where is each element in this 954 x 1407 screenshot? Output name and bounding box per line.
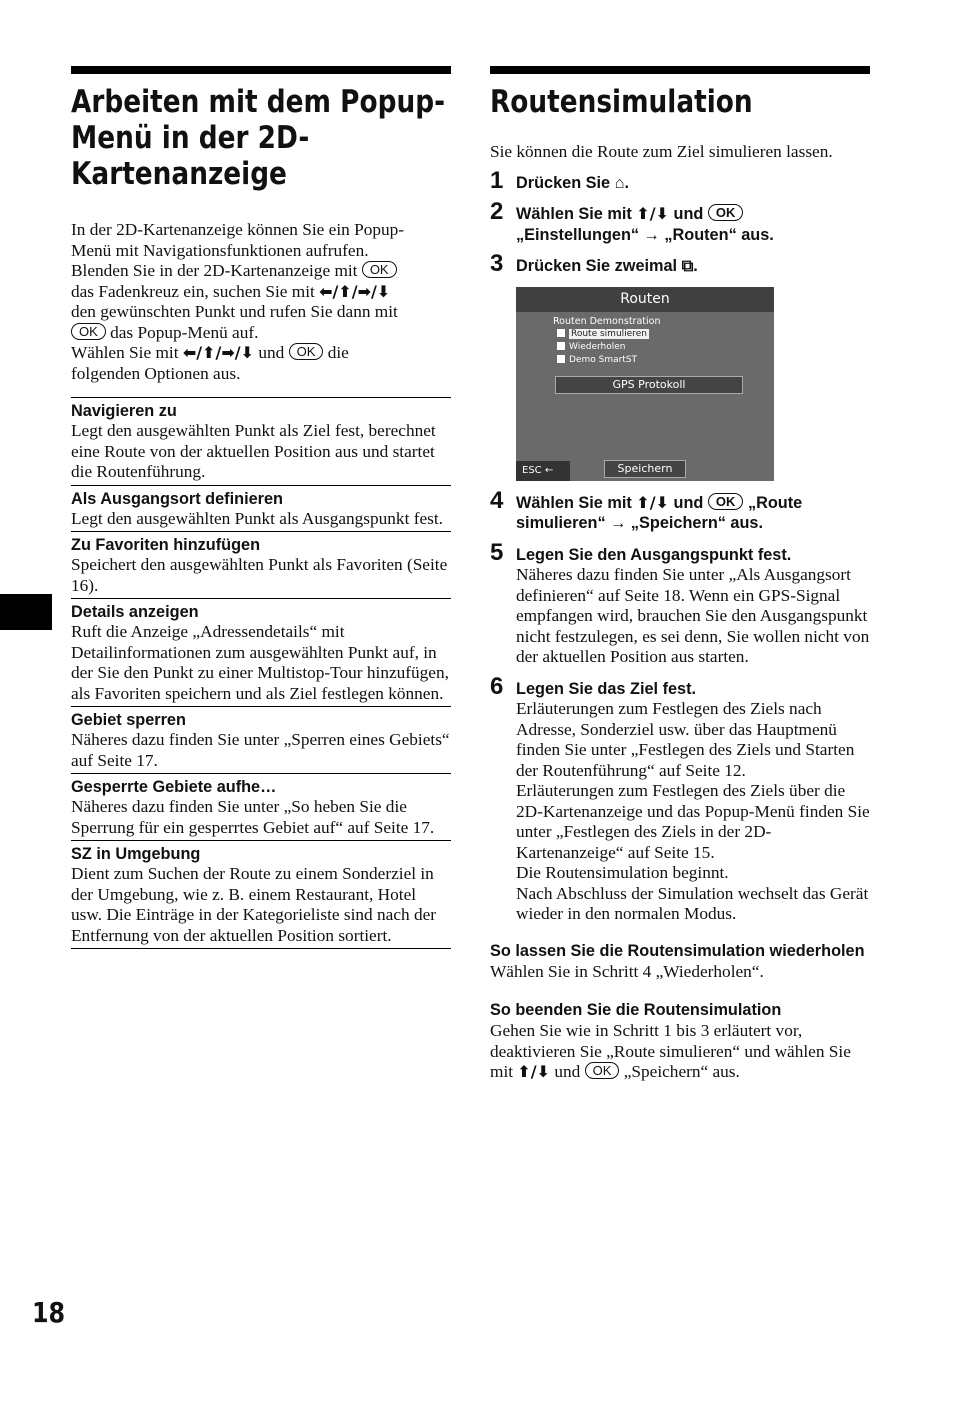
intro-paragraph [71,220,451,384]
ok-button-icon: OK [289,343,324,360]
up-down-arrow-icon: ⬆/⬇ [636,492,669,512]
option-ausgangsort [71,486,451,533]
option-text: Näheres dazu finden Sie unter „Sperren eines Gebiets“ auf Seite 17. [71,730,450,770]
intro-line: Wählen Sie mit ⬅/⬆/➡/⬇ und OK die [71,343,349,362]
intro-line: folgenden Optionen aus. [71,363,241,383]
right-column [490,66,870,1083]
step-number: 2 [490,198,504,225]
repeat-section [490,941,870,983]
option-heading: Navigieren zu [71,402,177,420]
option-navigieren [71,398,451,486]
screen-option-route-simulieren: Route simulieren [557,329,649,340]
option-heading: Details anzeigen [71,603,199,621]
subsection-heading: So lassen Sie die Routensimulation wiederholen [490,941,865,960]
intro-line: OK das Popup-Menü auf. [71,323,451,344]
step-1: 1 Drücken Sie ⌂. [490,166,630,194]
step-text: Nach Abschluss der Simulation wechselt das Gerät wieder in den normalen Modus. [516,883,869,923]
step-number: 6 [490,672,504,700]
title-line: Kartenanzeige [71,156,287,192]
checkbox-icon [557,355,565,363]
step-4: 4 Wählen Sie mit ⬆/⬇ und OK „Route simulieren“ → „Speichern“ aus. [490,486,803,532]
checkbox-icon [557,329,565,337]
intro-line: den gewünschten Punkt und rufen Sie dann mit [71,302,398,321]
option-sz-umgebung [71,841,451,949]
subsection-text: Gehen Sie wie in Schritt 1 bis 3 erläutert vor, deaktivieren Sie „Route simulieren“ und wählen Sie mit ⬆/⬇ und OK „Speichern“ aus. [490,1021,851,1081]
option-gebiet-sperren [71,707,451,774]
step-heading: Legen Sie das Ziel fest. [516,679,697,698]
intro-line: das Fadenkreuz ein, suchen Sie mit ⬅/⬆/➡/⬇ [71,281,391,301]
menu-icon: ⧉ [681,257,694,275]
step-text: Die Routensimulation beginnt. [516,863,729,882]
end-section [490,1000,870,1083]
screen-option-demo: Demo SmartST [557,355,637,366]
option-gesperrte-gebiete [71,774,451,841]
routen-screen-image [516,287,774,481]
option-text: Näheres dazu finden Sie unter „So heben Sie die Sperrung für ein gesperrtes Gebiet auf“ auf Seite 17. [71,797,435,837]
option-favoriten [71,532,451,599]
arrow-keys-icon: ⬅/⬆/➡/⬇ [182,343,254,362]
option-text: Legt den ausgewählten Punkt als Ziel fest, berechnet eine Route von der aktuellen Position aus und startet die Routenführung. [71,421,436,481]
intro-text: Sie können die Route zum Ziel simulieren lassen. [490,142,833,161]
subsection-heading: So beenden Sie die Routensimulation [490,1001,782,1019]
screen-save-button: Speichern [604,460,686,478]
screen-title: Routen [516,287,774,312]
step-number: 1 [490,166,504,194]
intro-line: Menü mit Navigationsfunktionen aufrufen. [71,240,369,260]
step-text: Näheres dazu finden Sie unter „Als Ausgangsort definieren“ auf Seite 18. Wenn ein GPS-Signal empfangen wird, brauchen Sie den Ausgangspunkt nicht festzulegen, es sei denn, Sie wollen nicht von der aktuellen Position aus starten. [516,565,870,666]
option-heading: Gesperrte Gebiete aufhe… [71,778,277,796]
section-tab-marker [0,594,52,630]
option-heading: SZ in Umgebung [71,845,201,863]
option-text: Speichert den ausgewählten Punkt als Favoriten (Seite 16). [71,555,448,595]
up-down-arrow-icon: ⬆/⬇ [636,204,669,223]
screen-esc-button: ESC ← [516,461,570,481]
step-5 [490,538,870,668]
subsection-text: Wählen Sie in Schritt 4 „Wiederholen“. [490,961,764,981]
screen-gps-button: GPS Protokoll [555,376,743,394]
option-details [71,599,451,707]
intro-line: Blenden Sie in der 2D-Kartenanzeige mit OK [71,261,451,282]
step-heading: Legen Sie den Ausgangspunkt fest. [516,545,792,564]
step-2: 2 Wählen Sie mit ⬆/⬇ und OK „Einstellungen“ → „Routen“ aus. [490,198,774,244]
section-rule [71,66,451,74]
title-line: Arbeiten mit dem Popup- [71,84,446,120]
option-text: Ruft die Anzeige „Adressendetails“ mit Detailinformationen zum ausgewählten Punkt auf, in der Sie den Punkt zu einer Multistop-Tour hinzufügen, als Favoriten speichern und als Ziel festlegen können. [71,622,449,703]
step-3: 3 Drücken Sie zweimal ⧉. [490,250,698,277]
option-list [71,397,451,949]
option-text: Legt den ausgewählten Punkt als Ausgangspunkt fest. [71,508,443,528]
intro-line: In der 2D-Kartenanzeige können Sie ein Popup- [71,220,405,239]
step-6 [490,672,870,925]
option-text: Dient zum Suchen der Route zu einem Sonderziel in der Umgebung, wie z. B. einem Restaurant, Hotel usw. Die Einträge in der Kategorieliste sind nach der Entfernung von der aktuellen Position sortiert. [71,864,437,945]
checkbox-icon [557,342,565,350]
option-heading: Als Ausgangsort definieren [71,489,283,508]
option-heading: Zu Favoriten hinzufügen [71,536,261,554]
page-number: 18 [32,1296,66,1329]
arrow-keys-icon: ⬅/⬆/➡/⬇ [319,281,391,301]
section-title-routensimulation: Routensimulation [490,84,753,120]
left-column [71,66,451,949]
ok-button-icon: OK [708,493,744,510]
step-text: Erläuterungen zum Festlegen des Ziels über die 2D-Kartenanzeige und das Popup-Menü finden Sie unter „Festlegen des Ziels in der 2D-Kartenanzeige“ auf Seite 15. [516,781,870,862]
section-rule [490,66,870,74]
ok-button-icon: OK [585,1062,620,1079]
home-icon: ⌂ [614,173,625,192]
option-heading: Gebiet sperren [71,711,186,729]
ok-button-icon: OK [71,323,106,340]
up-down-arrow-icon: ⬆/⬇ [517,1062,551,1081]
screen-subtitle: Routen Demonstration [553,315,661,327]
ok-button-icon: OK [362,261,397,278]
step-text: Erläuterungen zum Festlegen des Ziels nach Adresse, Sonderziel usw. über das Hauptmenü finden Sie unter „Festlegen des Ziels und Starten der Routenführung“ auf Seite 12. [516,699,855,780]
title-line: Menü in der 2D- [71,120,310,156]
step-number: 5 [490,538,504,566]
screen-option-wiederholen: Wiederholen [557,342,625,353]
step-number: 4 [490,486,504,514]
section-title-popup-menu [71,84,446,192]
step-number: 3 [490,250,504,277]
ok-button-icon: OK [708,204,744,221]
